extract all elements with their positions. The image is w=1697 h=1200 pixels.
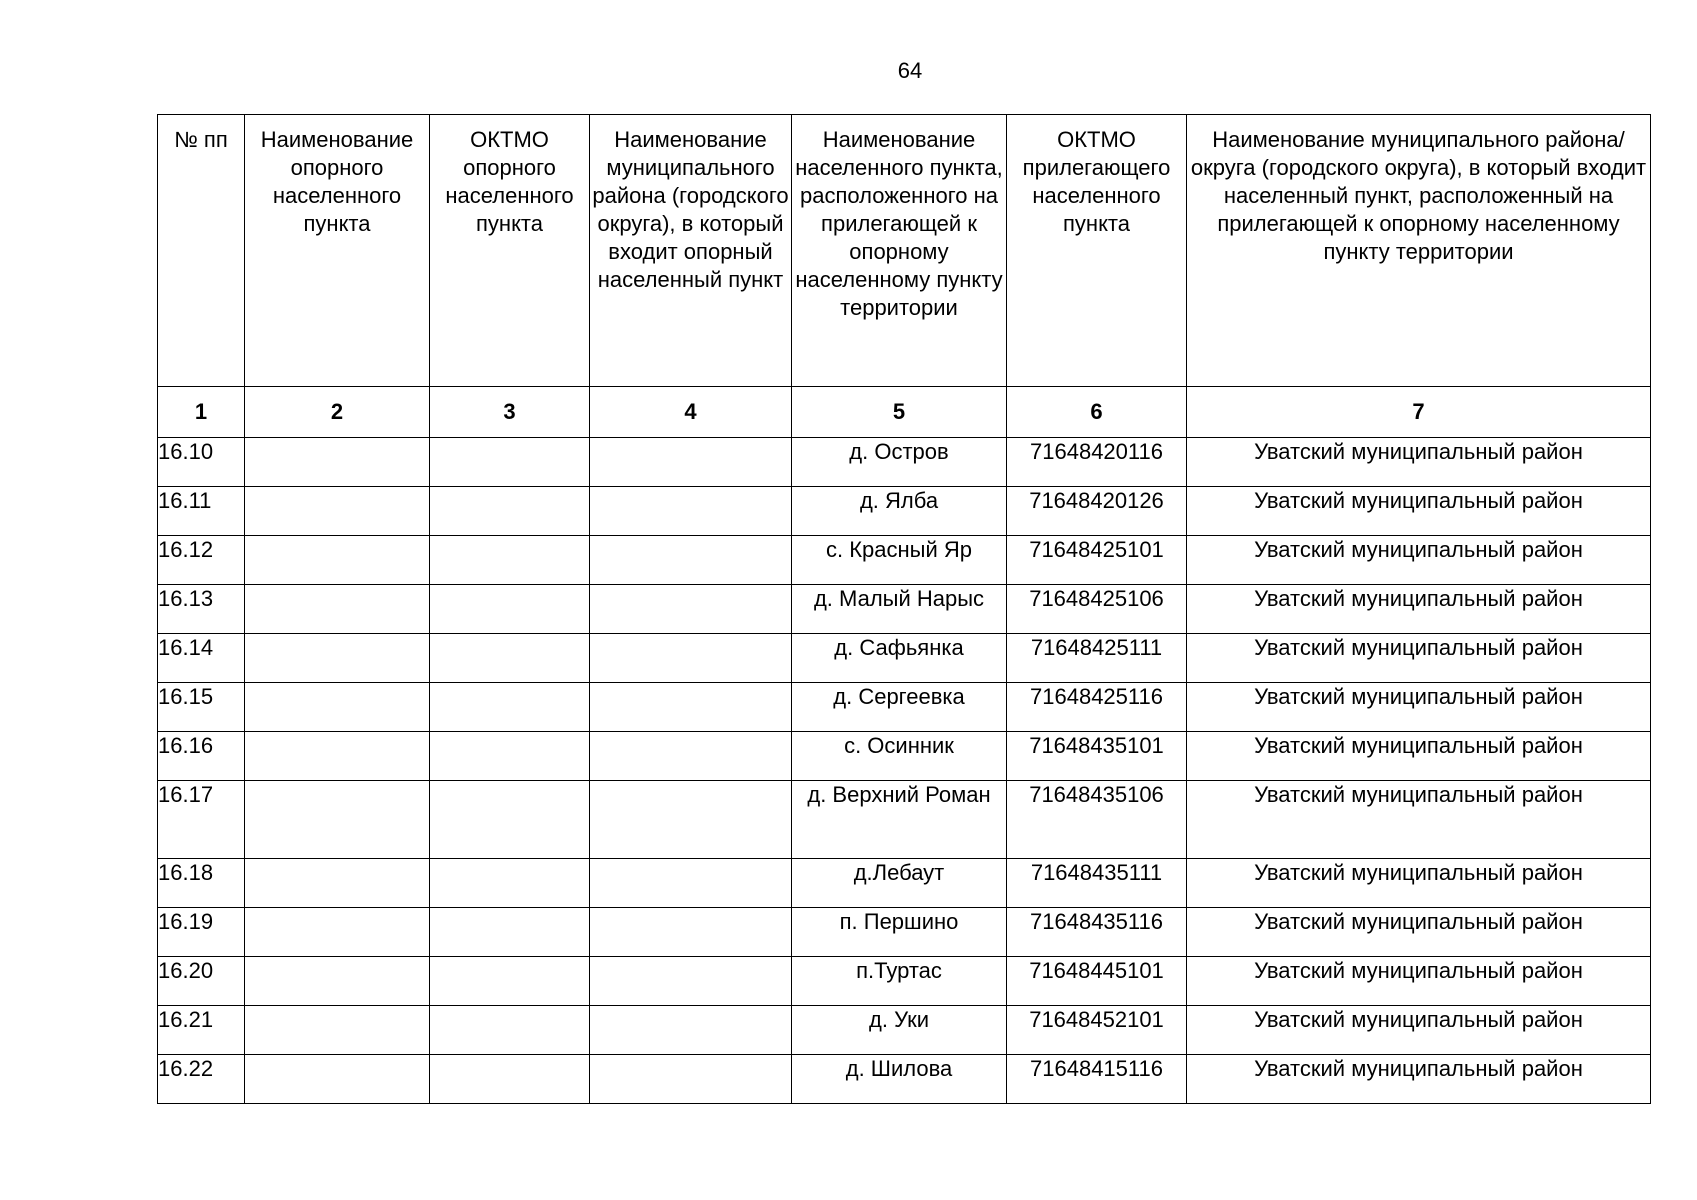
cell-base-settlement [245,859,430,908]
column-number: 4 [590,387,792,438]
column-number: 3 [430,387,590,438]
cell-base-oktmo [430,1055,590,1104]
cell-base-settlement [245,1055,430,1104]
cell-base-settlement [245,438,430,487]
cell-district: Уватский муниципальный район [1187,487,1651,536]
cell-base-oktmo [430,585,590,634]
cell-oktmo: 71648445101 [1007,957,1187,1006]
cell-pp: 16.17 [158,781,245,859]
cell-oktmo: 71648452101 [1007,1006,1187,1055]
cell-district: Уватский муниципальный район [1187,781,1651,859]
cell-pp: 16.22 [158,1055,245,1104]
cell-pp: 16.11 [158,487,245,536]
cell-oktmo: 71648420126 [1007,487,1187,536]
cell-base-settlement [245,634,430,683]
cell-oktmo: 71648435111 [1007,859,1187,908]
settlements-table [157,114,1651,1104]
cell-base-settlement [245,781,430,859]
cell-district: Уватский муниципальный район [1187,1055,1651,1104]
cell-base-district [590,683,792,732]
column-number: 1 [158,387,245,438]
table-row [158,487,1651,536]
table-row [158,908,1651,957]
cell-district: Уватский муниципальный район [1187,585,1651,634]
cell-pp: 16.16 [158,732,245,781]
table-row [158,585,1651,634]
cell-pp: 16.13 [158,585,245,634]
cell-district: Уватский муниципальный район [1187,634,1651,683]
table-row [158,1006,1651,1055]
cell-oktmo: 71648425101 [1007,536,1187,585]
column-number: 5 [792,387,1007,438]
page-number: 64 [897,58,923,83]
header-adjacent-settlement-oktmo: ОКТМО прилегающего населенного пункта [1007,115,1187,387]
column-number: 6 [1007,387,1187,438]
cell-district: Уватский муниципальный район [1187,438,1651,487]
table-header-row [158,115,1651,387]
cell-base-district [590,908,792,957]
cell-base-settlement [245,1006,430,1055]
cell-oktmo: 71648425111 [1007,634,1187,683]
header-pp: № пп [158,115,245,387]
cell-base-district [590,585,792,634]
cell-oktmo: 71648420116 [1007,438,1187,487]
cell-settlement: д. Сергеевка [792,683,1007,732]
cell-base-oktmo [430,908,590,957]
cell-settlement: п.Туртас [792,957,1007,1006]
cell-base-oktmo [430,957,590,1006]
cell-oktmo: 71648415116 [1007,1055,1187,1104]
cell-district: Уватский муниципальный район [1187,908,1651,957]
column-number-row [158,387,1651,438]
cell-settlement: д.Лебаут [792,859,1007,908]
table-row [158,536,1651,585]
column-number: 7 [1187,387,1651,438]
cell-base-settlement [245,536,430,585]
cell-base-district [590,1006,792,1055]
cell-base-district [590,957,792,1006]
cell-base-district [590,634,792,683]
cell-district: Уватский муниципальный район [1187,536,1651,585]
cell-district: Уватский муниципальный район [1187,859,1651,908]
cell-pp: 16.18 [158,859,245,908]
header-base-district-name: Наименование муниципального района (городского округа), в который входит опорный населенный пункт [590,115,792,387]
cell-base-settlement [245,732,430,781]
header-base-settlement-oktmo: ОКТМО опорного населенного пункта [430,115,590,387]
cell-base-oktmo [430,1006,590,1055]
cell-base-oktmo [430,438,590,487]
cell-base-oktmo [430,634,590,683]
cell-base-oktmo [430,536,590,585]
cell-base-district [590,781,792,859]
cell-pp: 16.21 [158,1006,245,1055]
table-row [158,732,1651,781]
table-row [158,438,1651,487]
cell-settlement: с. Красный Яр [792,536,1007,585]
cell-settlement: п. Першино [792,908,1007,957]
cell-settlement: с. Осинник [792,732,1007,781]
cell-oktmo: 71648435116 [1007,908,1187,957]
cell-pp: 16.10 [158,438,245,487]
cell-base-oktmo [430,781,590,859]
cell-oktmo: 71648435101 [1007,732,1187,781]
table-row [158,859,1651,908]
column-number: 2 [245,387,430,438]
table-row [158,781,1651,859]
cell-base-district [590,1055,792,1104]
table-row [158,634,1651,683]
cell-oktmo: 71648425116 [1007,683,1187,732]
cell-base-district [590,438,792,487]
cell-district: Уватский муниципальный район [1187,732,1651,781]
cell-settlement: д. Остров [792,438,1007,487]
header-adjacent-settlement-name: Наименование населенного пункта, расположенного на прилегающей к опорному населенному пункту территории [792,115,1007,387]
cell-base-settlement [245,908,430,957]
cell-base-settlement [245,957,430,1006]
table-row [158,683,1651,732]
cell-settlement: д. Верхний Роман [792,781,1007,859]
cell-settlement: д. Малый Нарыс [792,585,1007,634]
header-adjacent-district-name: Наименование муниципального района/округа (городского округа), в который входит населенный пункт, расположенный на прилегающей к опорному населенному пункту территории [1187,115,1651,387]
cell-base-district [590,732,792,781]
cell-district: Уватский муниципальный район [1187,1006,1651,1055]
cell-base-oktmo [430,859,590,908]
cell-base-district [590,536,792,585]
cell-pp: 16.15 [158,683,245,732]
cell-settlement: д. Уки [792,1006,1007,1055]
table-row [158,957,1651,1006]
table-row [158,1055,1651,1104]
cell-settlement: д. Ялба [792,487,1007,536]
cell-pp: 16.14 [158,634,245,683]
cell-base-district [590,487,792,536]
cell-pp: 16.19 [158,908,245,957]
cell-pp: 16.12 [158,536,245,585]
cell-base-oktmo [430,683,590,732]
cell-settlement: д. Шилова [792,1055,1007,1104]
cell-settlement: д. Сафьянка [792,634,1007,683]
cell-base-settlement [245,683,430,732]
header-base-settlement-name: Наименование опорного населенного пункта [245,115,430,387]
cell-district: Уватский муниципальный район [1187,683,1651,732]
cell-oktmo: 71648425106 [1007,585,1187,634]
cell-district: Уватский муниципальный район [1187,957,1651,1006]
cell-base-district [590,859,792,908]
cell-pp: 16.20 [158,957,245,1006]
cell-base-settlement [245,487,430,536]
cell-oktmo: 71648435106 [1007,781,1187,859]
cell-base-settlement [245,585,430,634]
cell-base-oktmo [430,487,590,536]
cell-base-oktmo [430,732,590,781]
